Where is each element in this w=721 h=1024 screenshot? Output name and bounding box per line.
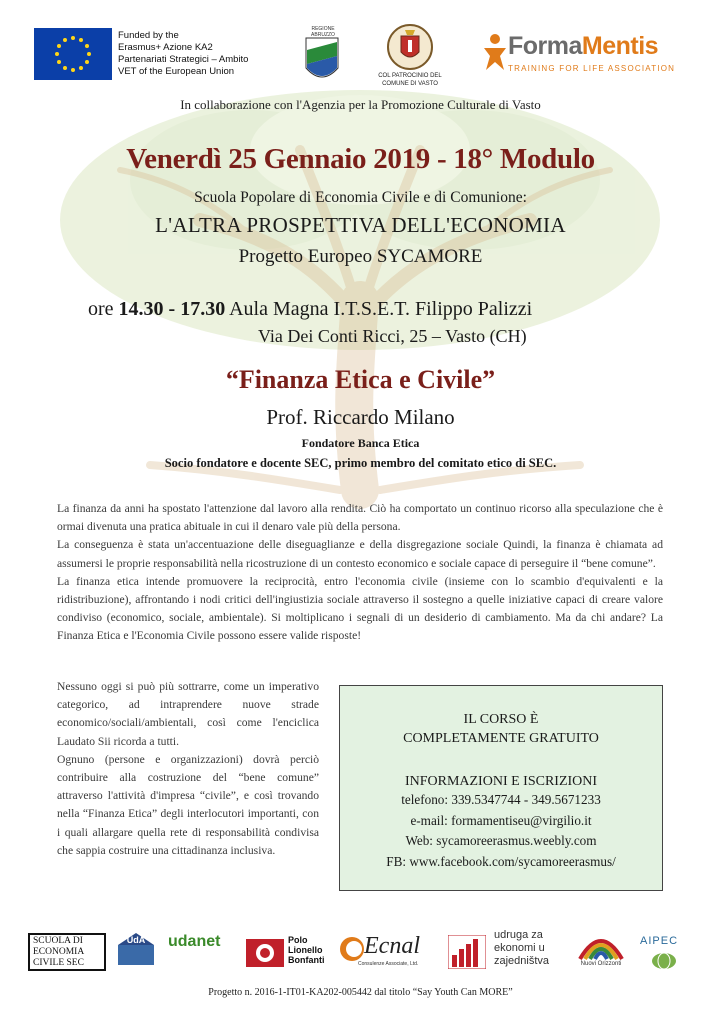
project-reference: Progetto n. 2016-1-IT01-KA202-005442 dal titolo “Say Youth Can MORE” [208, 987, 513, 998]
time-venue-line [88, 298, 688, 321]
info-box [339, 685, 663, 891]
free-course-notice: IL CORSO È COMPLETAMENTE GRATUITO [403, 712, 599, 746]
patrocinio-text: COL PATROCINIO DEL COMUNE DI VASTO [378, 73, 442, 87]
body-paragraph: Ognuno (persone e organizzazioni) dovrà perciò contribuire alla costruzione del “bene comune” attraverso l'attività d'impresa “civile”, e così trovando nella “Finanza Etica” degli interlocutori importanti, con i quali allargare quella rete di responsabilità condivisa che sappia costruire una cittadinanza inclusiva. [57, 752, 319, 857]
bar-chart-logo-icon [448, 935, 486, 969]
polo-emblem-icon [246, 935, 284, 971]
body-paragraph: La finanza etica intende promuovere la reciprocità, entro l'economia civile (insieme con lo scambio d'equivalenti e la ridistribuzione), affrontando i nodi critici dell'ingiustizia sociale attraverso il sostegno a quelle iniziative capaci di creare valore condiviso (economico, sociale, ambientale). Si moltiplicano i segnali di un desiderio di cambiamento. Ma da chi andare? La Finanza Etica e l'Economia Civile possono essere valide risposte! [57, 574, 663, 643]
nuovi-orizzonti-rainbow-icon [576, 929, 626, 961]
info-facebook: FB: www.facebook.com/sycamoreerasmus/ [386, 853, 616, 869]
school-name: Scuola Popolare di Economia Civile e di Comunione: [194, 189, 527, 206]
info-heading: INFORMAZIONI E ISCRIZIONI [404, 774, 598, 789]
event-time: 14.30 - 17.30 [118, 298, 226, 320]
speaker-role-2: Socio fondatore e docente SEC, primo membro del comitato etico di SEC. [164, 456, 557, 470]
speaker-name: Prof. Riccardo Milano [266, 405, 455, 429]
partner-logos [20, 925, 710, 980]
info-phone: telefono: 339.5347744 - 349.5671233 [401, 792, 601, 807]
venue: Aula Magna I.T.S.E.T. Filippo Palizzi [225, 298, 533, 320]
venue-address: Via Dei Conti Ricci, 25 – Vasto (CH) [258, 326, 527, 346]
eu-funding-text: Funded by the Erasmus+ Azione KA2 Partenariati Strategici – Ambito VET of the European Union [118, 30, 249, 77]
event-title: Venerdì 25 Gennaio 2019 - 18° Modulo [126, 143, 595, 175]
sec-logo: SCUOLA DI ECONOMIA CIVILE SEC [28, 933, 106, 971]
body-paragraph: La finanza da anni ha spostato l'attenzione dal lavoro alla rendita. Ciò ha comportato un continuo ricorso alla speculazione che è ormai divenuta una pratica abituale in cui il denaro vale più della persona. [57, 502, 663, 534]
ecnal-sun-icon [338, 935, 366, 963]
formamentis-logo-name: FormaMentis [508, 32, 659, 60]
speaker-role-1: Fondatore Banca Etica [301, 436, 420, 450]
body-paragraph: Nessuno oggi si può più sottrarre, come un imperativo categorico, ad intraprendere nuove strade economico/sociali/ambientali, così come l'enciclica Laudato Sii ricorda a tutti. [57, 680, 319, 748]
header [0, 18, 721, 90]
eu-flag-icon [34, 28, 112, 80]
body-text-left [57, 678, 319, 860]
project-name: Progetto Europeo SYCAMORE [238, 246, 483, 267]
udruga-logo: udruga za ekonomi u zajedništva [494, 929, 550, 967]
uda-logo-text: UdA [126, 935, 146, 945]
collaboration-line: In collaborazione con l'Agenzia per la Promozione Culturale di Vasto [180, 97, 541, 112]
info-web: Web: sycamoreerasmus.weebly.com [405, 833, 597, 848]
comune-vasto-crest-icon [385, 22, 435, 72]
info-email: e-mail: formamentiseu@virgilio.it [410, 812, 592, 828]
polo-bonfanti-logo: Polo Lionello Bonfanti [246, 935, 332, 971]
event-subtitle: L'ALTRA PROSPETTIVA DELL'ECONOMIA [155, 213, 566, 237]
talk-title: “Finanza Etica e Civile” [225, 365, 496, 394]
regione-abruzzo-label: REGIONE ABRUZZO [311, 26, 335, 38]
udanet-logo: udanet [168, 933, 221, 950]
body-text-full [57, 500, 663, 646]
aipec-logo: AIPEC [640, 931, 692, 973]
aipec-globe-icon [650, 951, 678, 971]
formamentis-tagline: TRAINING FOR LIFE ASSOCIATION [508, 64, 676, 73]
body-paragraph: La conseguenza è stata un'accentuazione delle diseguaglianze e della disgregazione sociale Quindi, la finanza è chiamata ad assumersi le proprie responsabilità nella ricostruzione di un contesto economico e sociale capace di perseguire il “bene comune”. [57, 538, 663, 570]
nuovi-orizzonti-logo: Nuovi Orizzonti [572, 929, 630, 973]
formamentis-figure-icon [482, 32, 508, 72]
uda-logo-icon [116, 931, 156, 971]
time-prefix: ore [88, 298, 119, 320]
ecnal-logo: Ecnal Consulenze Associate, Ltd. [338, 931, 438, 973]
